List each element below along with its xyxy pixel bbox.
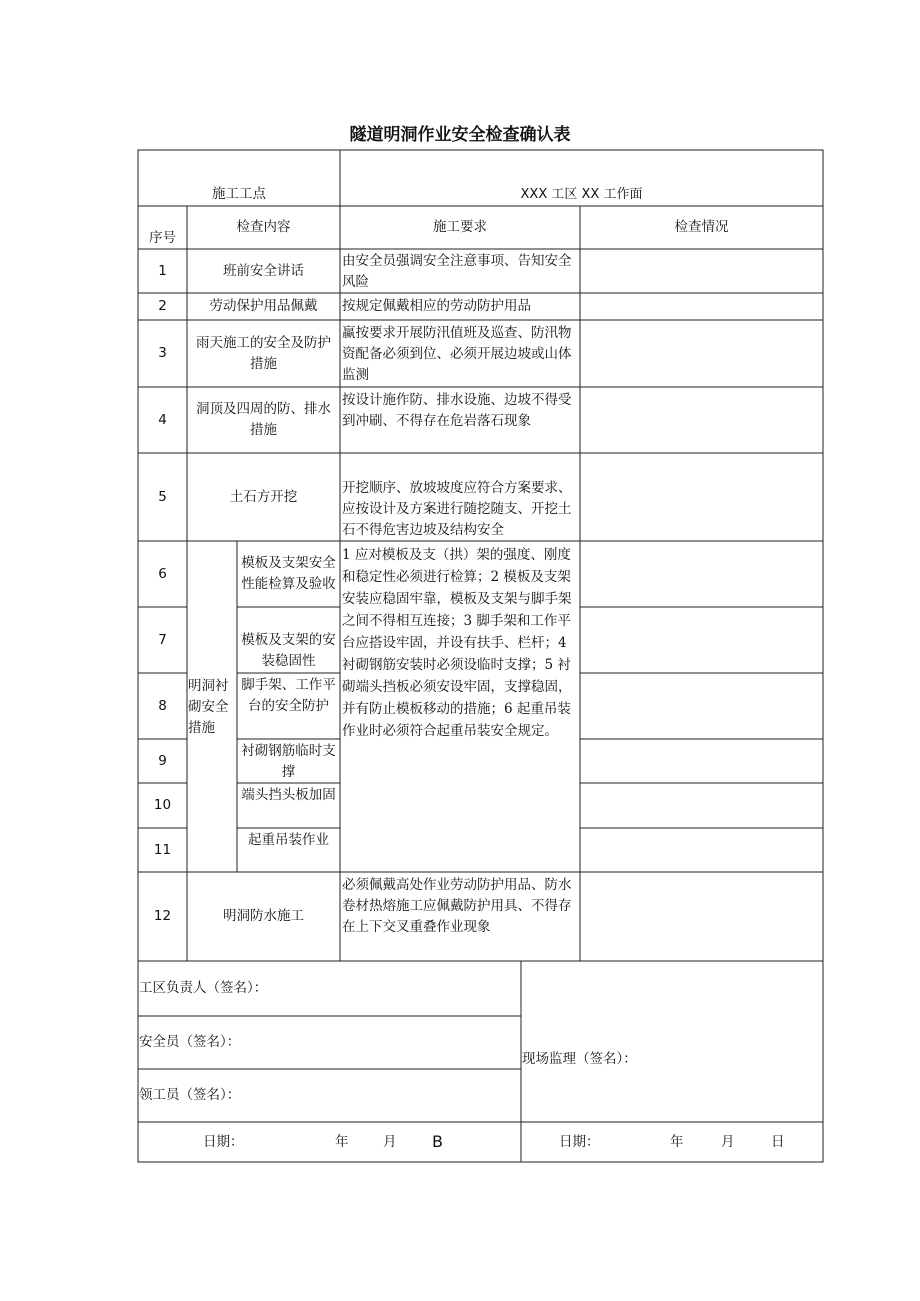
check-item: 明洞防水施工 <box>223 908 304 924</box>
column-header-requirement: 施工要求 <box>433 219 487 235</box>
requirement-text: 按规定佩戴相应的劳动防护用品 <box>342 298 531 314</box>
status-cell[interactable] <box>580 541 823 607</box>
foreman-signature[interactable]: 领工员（签名）： <box>139 1087 241 1103</box>
lining-group-label: 明洞衬砌安全措施 <box>188 678 229 736</box>
status-cell[interactable] <box>580 293 823 320</box>
row-number: 1 <box>158 262 167 279</box>
site-value: XXX 工区 XX 工作面 <box>520 186 643 202</box>
status-cell[interactable] <box>580 872 823 961</box>
check-item: 雨天施工的安全及防护措施 <box>196 334 331 372</box>
row-number: 9 <box>158 752 167 769</box>
check-item: 土石方开挖 <box>229 488 298 505</box>
page-title: 隧道明洞作业安全检查确认表 <box>349 125 571 145</box>
supervisor-signature[interactable]: 现场监理（签名）： <box>522 1051 637 1067</box>
row-number: 10 <box>153 797 172 813</box>
date-year-right[interactable]: 年 <box>670 1134 684 1150</box>
status-cell[interactable] <box>580 783 823 828</box>
lining-item: 模板及支架安全性能检算及验收 <box>241 555 336 592</box>
status-cell[interactable] <box>580 453 823 541</box>
check-item: 洞顶及四周的防、排水措施 <box>196 401 331 438</box>
requirement-text: 开挖顺序、放坡坡度应符合方案要求、应按设计及方案进行随挖随支、开挖土石不得危害边坡及结构安全 <box>342 480 572 538</box>
date-month-right[interactable]: 月 <box>721 1134 735 1150</box>
date-label-right: 日期： <box>559 1134 600 1150</box>
row-number: 5 <box>158 488 167 505</box>
requirement-text: 由安全员强调安全注意事项、告知安全风险 <box>342 253 572 290</box>
status-cell[interactable] <box>580 828 823 872</box>
row-number: 4 <box>158 411 167 428</box>
column-header-no: 序号 <box>149 230 176 246</box>
row-number: 11 <box>153 841 172 858</box>
row-number: 3 <box>158 345 167 361</box>
column-header-content: 检查内容 <box>236 219 291 235</box>
check-item: 班前安全讲话 <box>223 262 304 279</box>
status-cell[interactable] <box>580 387 823 453</box>
lining-item: 脚手架、工作平台的安全防护 <box>241 677 336 714</box>
date-day-right[interactable]: 日 <box>771 1134 785 1150</box>
column-header-status: 检查情况 <box>674 219 729 235</box>
row-number: 12 <box>153 908 172 924</box>
row-number: 7 <box>158 631 167 648</box>
date-year-left[interactable]: 年 <box>335 1134 349 1150</box>
row-number: 8 <box>158 697 167 714</box>
status-cell[interactable] <box>580 673 823 739</box>
lining-item: 起重吊装作业 <box>248 832 329 848</box>
requirement-text: 赢按要求开展防汛值班及巡查、防汛物资配备必须到位、必须开展边坡或山体监测 <box>342 325 572 383</box>
status-cell[interactable] <box>580 249 823 293</box>
date-label-left: 日期： <box>203 1134 244 1150</box>
lining-item: 端头挡头板加固 <box>241 787 336 803</box>
row-number: 2 <box>158 298 167 314</box>
date-month-left[interactable]: 月 <box>383 1134 397 1150</box>
check-item: 劳动保护用品佩戴 <box>209 298 318 314</box>
lining-item: 衬砌钢筋临时支撑 <box>241 743 336 780</box>
requirement-text: 按设计施作防、排水设施、边坡不得受到冲刷、不得存在危岩落石现象 <box>342 392 572 429</box>
lining-requirements: 1 应对模板及支（拱）架的强度、刚度和稳定性必须进行检算；2 模板及支架安装应稳固牢靠，模板及支架与脚手架之间不得相互连接；3 脚手架和工作平台应搭设牢固，并设有扶手、栏杆；4 衬砌钢筋安装时必须设临时支撑；5 衬砌端头挡板必须安设牢固，支撑稳固，并有防止模板移动的措施；6 起重吊装作业时必须符合起重吊装安全规定。 <box>342 547 572 739</box>
area-lead-signature[interactable]: 工区负责人（签名）： <box>139 980 268 996</box>
site-label: 施工工点 <box>212 185 266 202</box>
row-number: 6 <box>158 565 167 582</box>
status-cell[interactable] <box>580 739 823 783</box>
lining-item: 模板及支架的安装稳固性 <box>241 632 336 669</box>
status-cell[interactable] <box>580 320 823 387</box>
requirement-text: 必须佩戴高处作业劳动防护用品、防水卷材热熔施工应佩戴防护用具、不得存在上下交叉重叠作业现象 <box>342 877 572 935</box>
status-cell[interactable] <box>580 607 823 673</box>
date-day-left[interactable]: B <box>432 1132 443 1151</box>
safety-officer-signature[interactable]: 安全员（签名）： <box>139 1034 241 1050</box>
